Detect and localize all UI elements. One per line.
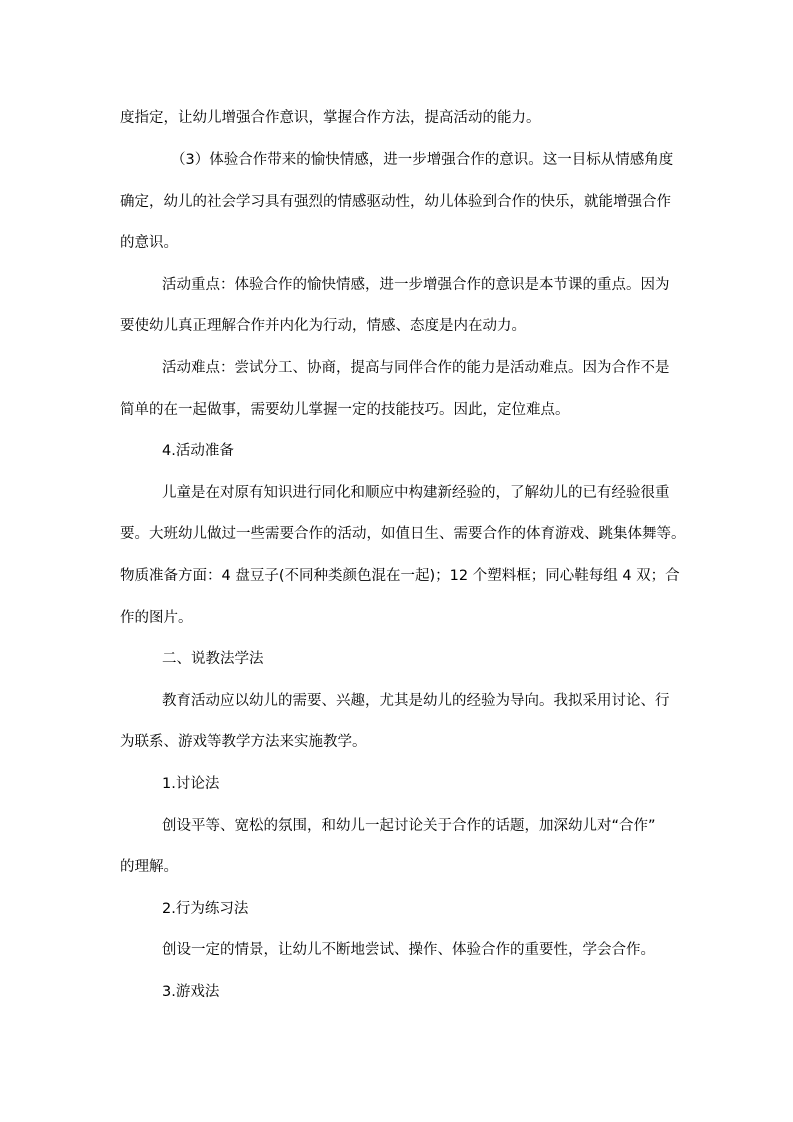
paragraph-line: 的意识。: [120, 235, 178, 251]
section-heading: 4.活动准备: [162, 443, 234, 459]
paragraph-line: 的理解。: [120, 859, 178, 875]
paragraph-line: 活动难点：尝试分工、协商，提高与同伴合作的能力是活动难点。因为合作不是: [162, 360, 670, 376]
section-heading: 1.讨论法: [162, 776, 220, 792]
paragraph-line: 儿童是在对原有知识进行同化和顺应中构建新经验的，了解幼儿的已有经验很重: [162, 485, 670, 501]
paragraph-line: 要。大班幼儿做过一些需要合作的活动，如值日生、需要合作的体育游戏、跳集体舞等。: [120, 526, 686, 542]
paragraph-line: 要使幼儿真正理解合作并内化为行动，情感、态度是内在动力。: [120, 318, 526, 334]
paragraph-line: 简单的在一起做事，需要幼儿掌握一定的技能技巧。因此，定位难点。: [120, 402, 570, 418]
section-heading: 二、说教法学法: [162, 651, 264, 667]
section-heading: 2.行为练习法: [162, 901, 249, 917]
paragraph-line: 确定，幼儿的社会学习具有强烈的情感驱动性，幼儿体验到合作的快乐，就能增强合作: [120, 194, 671, 210]
paragraph-line: 活动重点：体验合作的愉快情感，进一步增强合作的意识是本节课的重点。因为: [162, 277, 670, 293]
paragraph-line: 作的图片。: [120, 610, 193, 626]
section-heading: 3.游戏法: [162, 984, 220, 1000]
paragraph-line: （3）体验合作带来的愉快情感，进一步增强合作的意识。这一目标从情感角度: [171, 152, 674, 168]
paragraph-line: 度指定，让幼儿增强合作意识，掌握合作方法，提高活动的能力。: [120, 110, 541, 126]
paragraph-line: 为联系、游戏等教学方法来实施教学。: [120, 734, 367, 750]
paragraph-line: 物质准备方面：4 盘豆子(不同种类颜色混在一起)；12 个塑料框；同心鞋每组 4 双；合: [120, 568, 680, 584]
paragraph-line: 教育活动应以幼儿的需要、兴趣，尤其是幼儿的经验为导向。我拟采用讨论、行: [162, 693, 670, 709]
paragraph-line: 创设一定的情景，让幼儿不断地尝试、操作、体验合作的重要性，学会合作。: [162, 942, 655, 958]
paragraph-line: 创设平等、宽松的氛围，和幼儿一起讨论关于合作的话题，加深幼儿对“合作”: [162, 818, 656, 834]
